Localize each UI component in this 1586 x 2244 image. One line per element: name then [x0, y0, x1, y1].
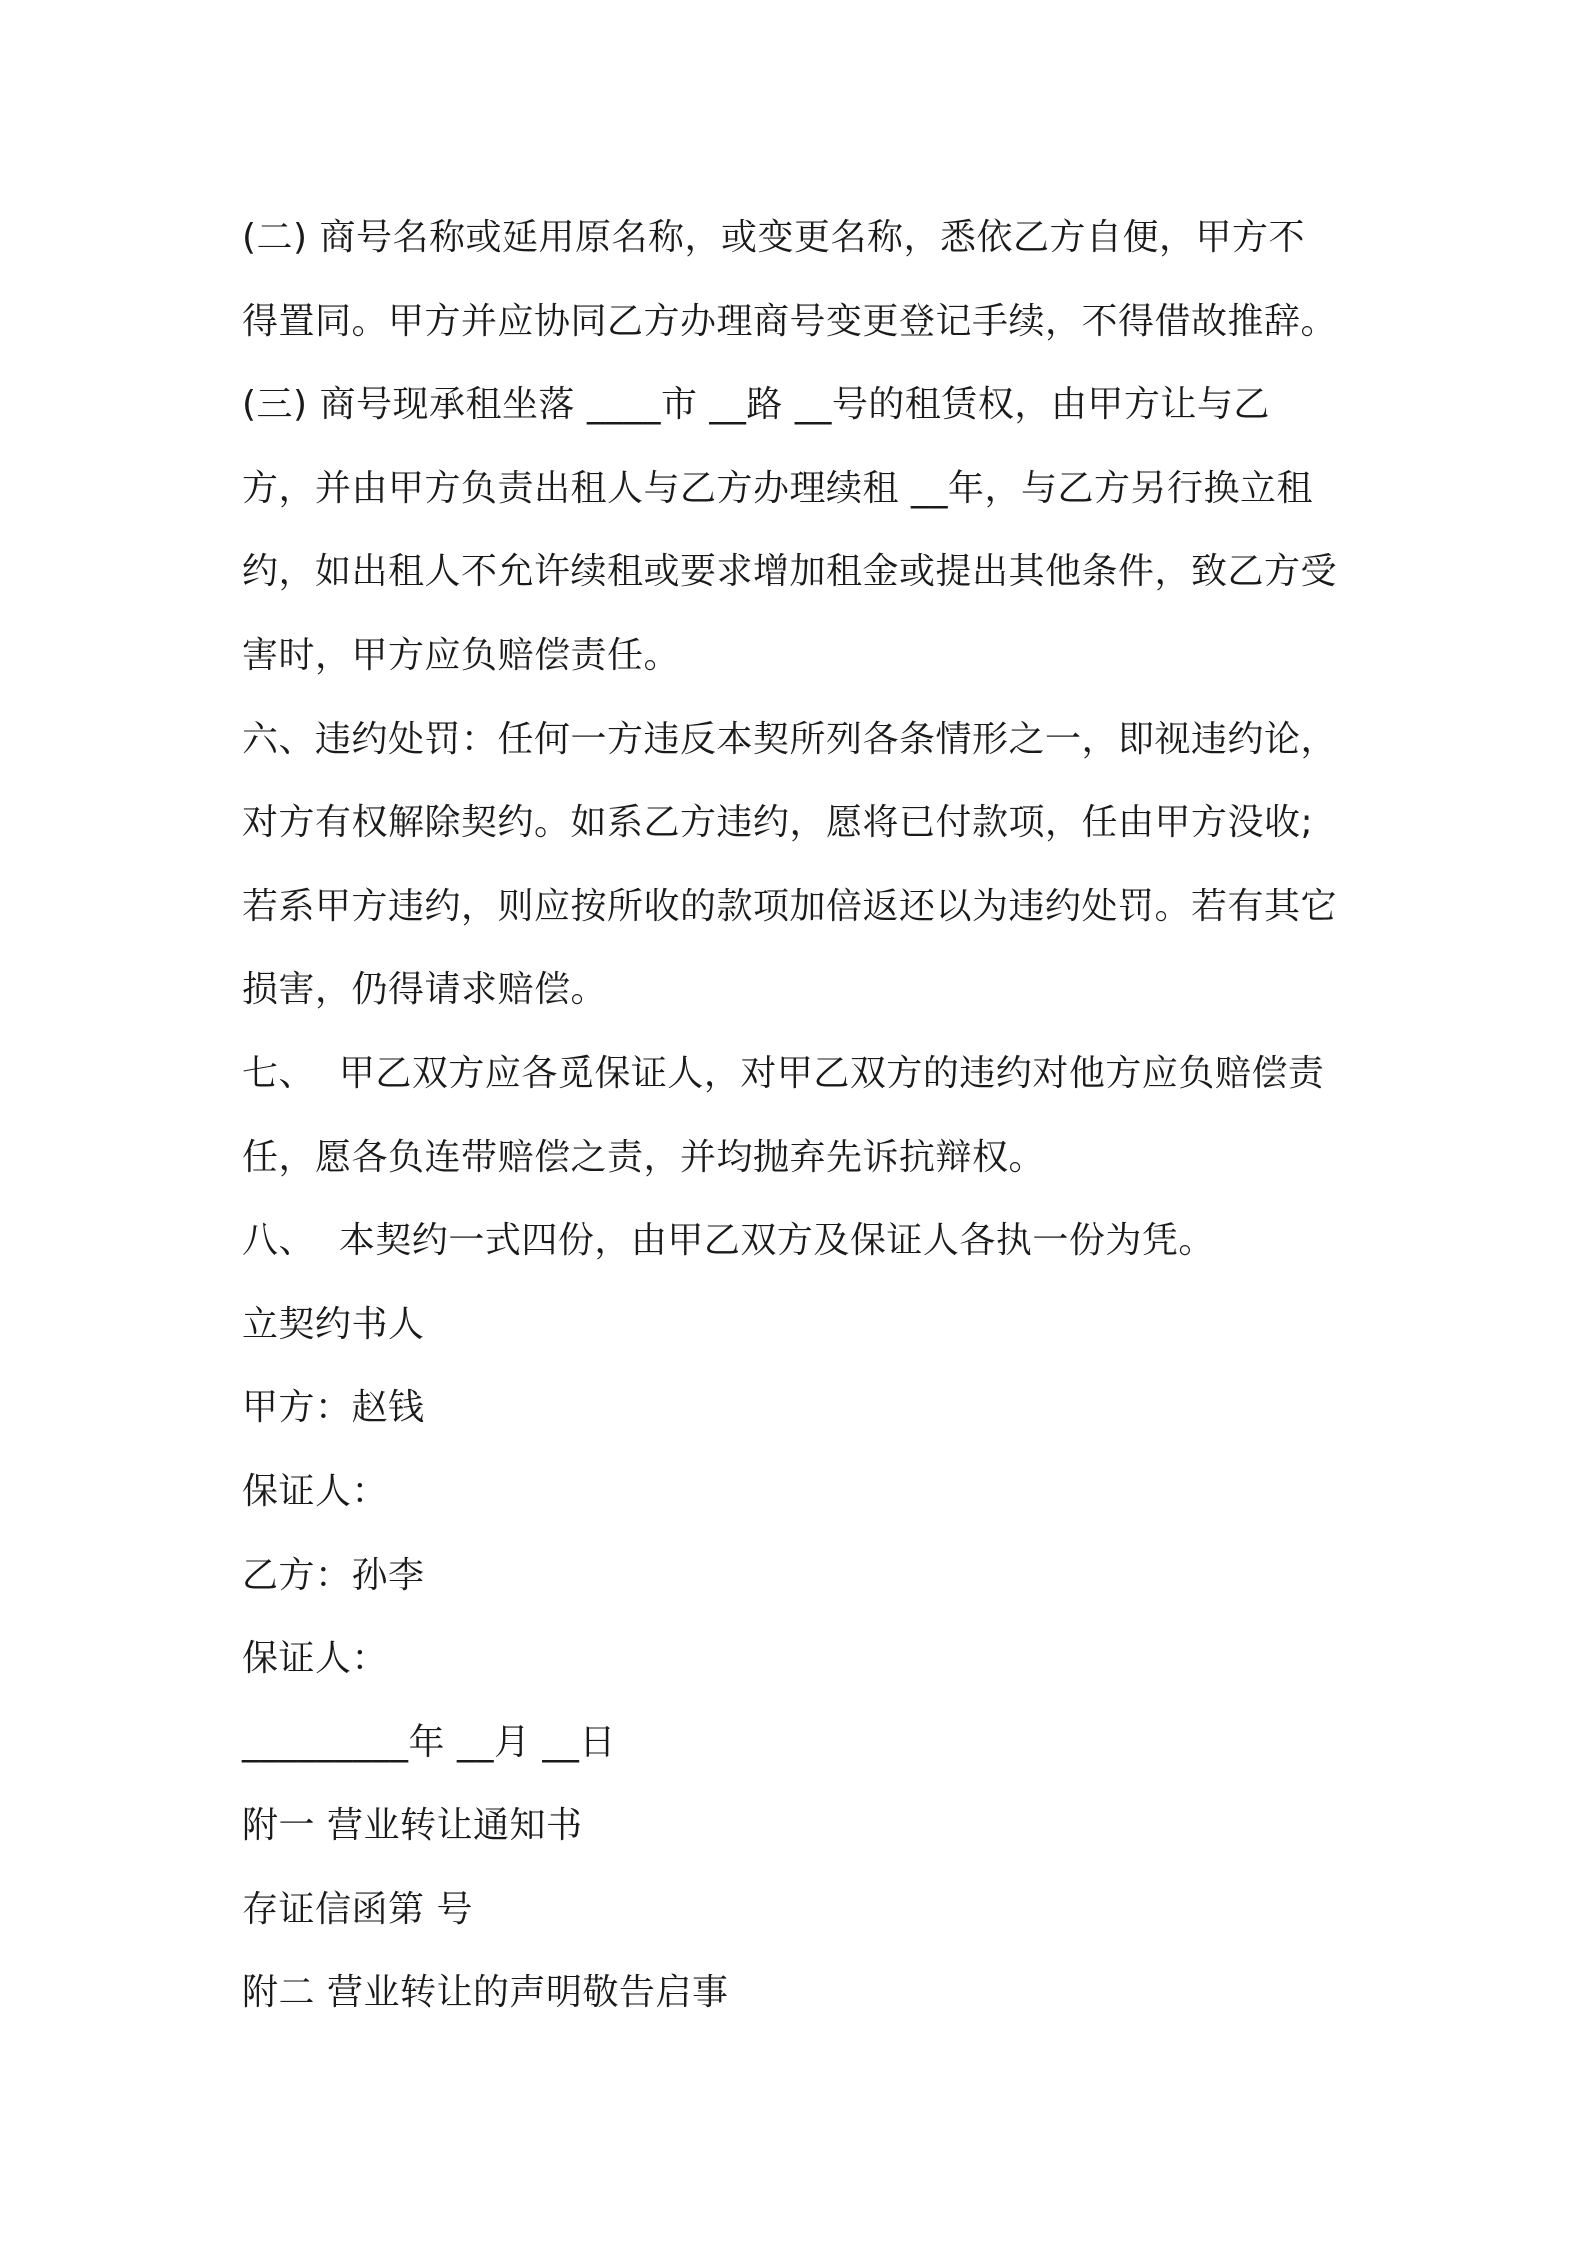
text-line: 立契约书人 — [242, 1303, 425, 1345]
paragraph-clause-six — [242, 698, 1362, 1032]
text-line: 若系甲方违约，则应按所收的款项加倍返还以为违约处罚。若有其它 — [242, 885, 1338, 927]
paragraph-appendix-2 — [242, 1951, 1362, 2035]
paragraph-guarantor-b — [242, 1617, 1362, 1701]
paragraph-clause-seven — [242, 1032, 1362, 1199]
text-line: 附一 营业转让通知书 — [242, 1805, 583, 1847]
text-line: 存证信函第 号 — [242, 1888, 473, 1930]
paragraph-appendix-1 — [242, 1784, 1362, 1868]
text-line: 保证人： — [242, 1470, 389, 1512]
text-line: 保证人： — [242, 1638, 389, 1680]
text-line: 乙方：孙李 — [242, 1554, 425, 1596]
text-line: 方，并由甲方负责出租人与乙方办理续租 __年，与乙方另行换立租 — [242, 467, 1313, 509]
text-line: 害时，甲方应负赔偿责任。 — [242, 634, 681, 676]
paragraph-certified-letter — [242, 1868, 1362, 1952]
text-line: 甲方：赵钱 — [242, 1387, 425, 1429]
text-line: 损害，仍得请求赔偿。 — [242, 969, 608, 1011]
paragraph-clause-3 — [242, 363, 1362, 697]
text-line: 对方有权解除契约。如系乙方违约，愿将已付款项，任由甲方没收; — [242, 802, 1314, 844]
text-line: 任，愿各负连带赔偿之责，并均抛弃先诉抗辩权。 — [242, 1136, 1046, 1178]
text-line: 八、 本契约一式四份，由甲乙双方及保证人各执一份为凭。 — [242, 1220, 1215, 1262]
text-line: (二) 商号名称或延用原名称，或变更名称，悉依乙方自便，甲方不 — [242, 217, 1306, 258]
text-line: (三) 商号现承租坐落 ____市 __路 __号的租赁权，由甲方让与乙 — [242, 384, 1270, 426]
paragraph-clause-eight — [242, 1199, 1362, 1283]
paragraph-guarantor-a — [242, 1450, 1362, 1534]
paragraph-date-line — [242, 1701, 1362, 1785]
paragraph-signatory-heading — [242, 1283, 1362, 1367]
text-line: 附二 营业转让的声明敬告启事 — [242, 1972, 729, 2014]
text-line: 约，如出租人不允许续租或要求增加租金或提出其他条件，致乙方受 — [242, 551, 1338, 593]
paragraph-clause-2 — [242, 196, 1362, 363]
paragraph-party-a — [242, 1366, 1362, 1450]
text-line: 七、 甲乙双方应各觅保证人，对甲乙双方的违约对他方应负赔偿责 — [242, 1052, 1325, 1094]
text-line: 得置同。甲方并应协同乙方办理商号变更登记手续，不得借故推辞。 — [242, 300, 1338, 342]
paragraph-party-b — [242, 1534, 1362, 1618]
document-body — [242, 196, 1362, 2035]
text-line: _________年 __月 __日 — [242, 1721, 616, 1763]
text-line: 六、违约处罚：任何一方违反本契所列各条情形之一，即视违约论， — [242, 718, 1338, 760]
